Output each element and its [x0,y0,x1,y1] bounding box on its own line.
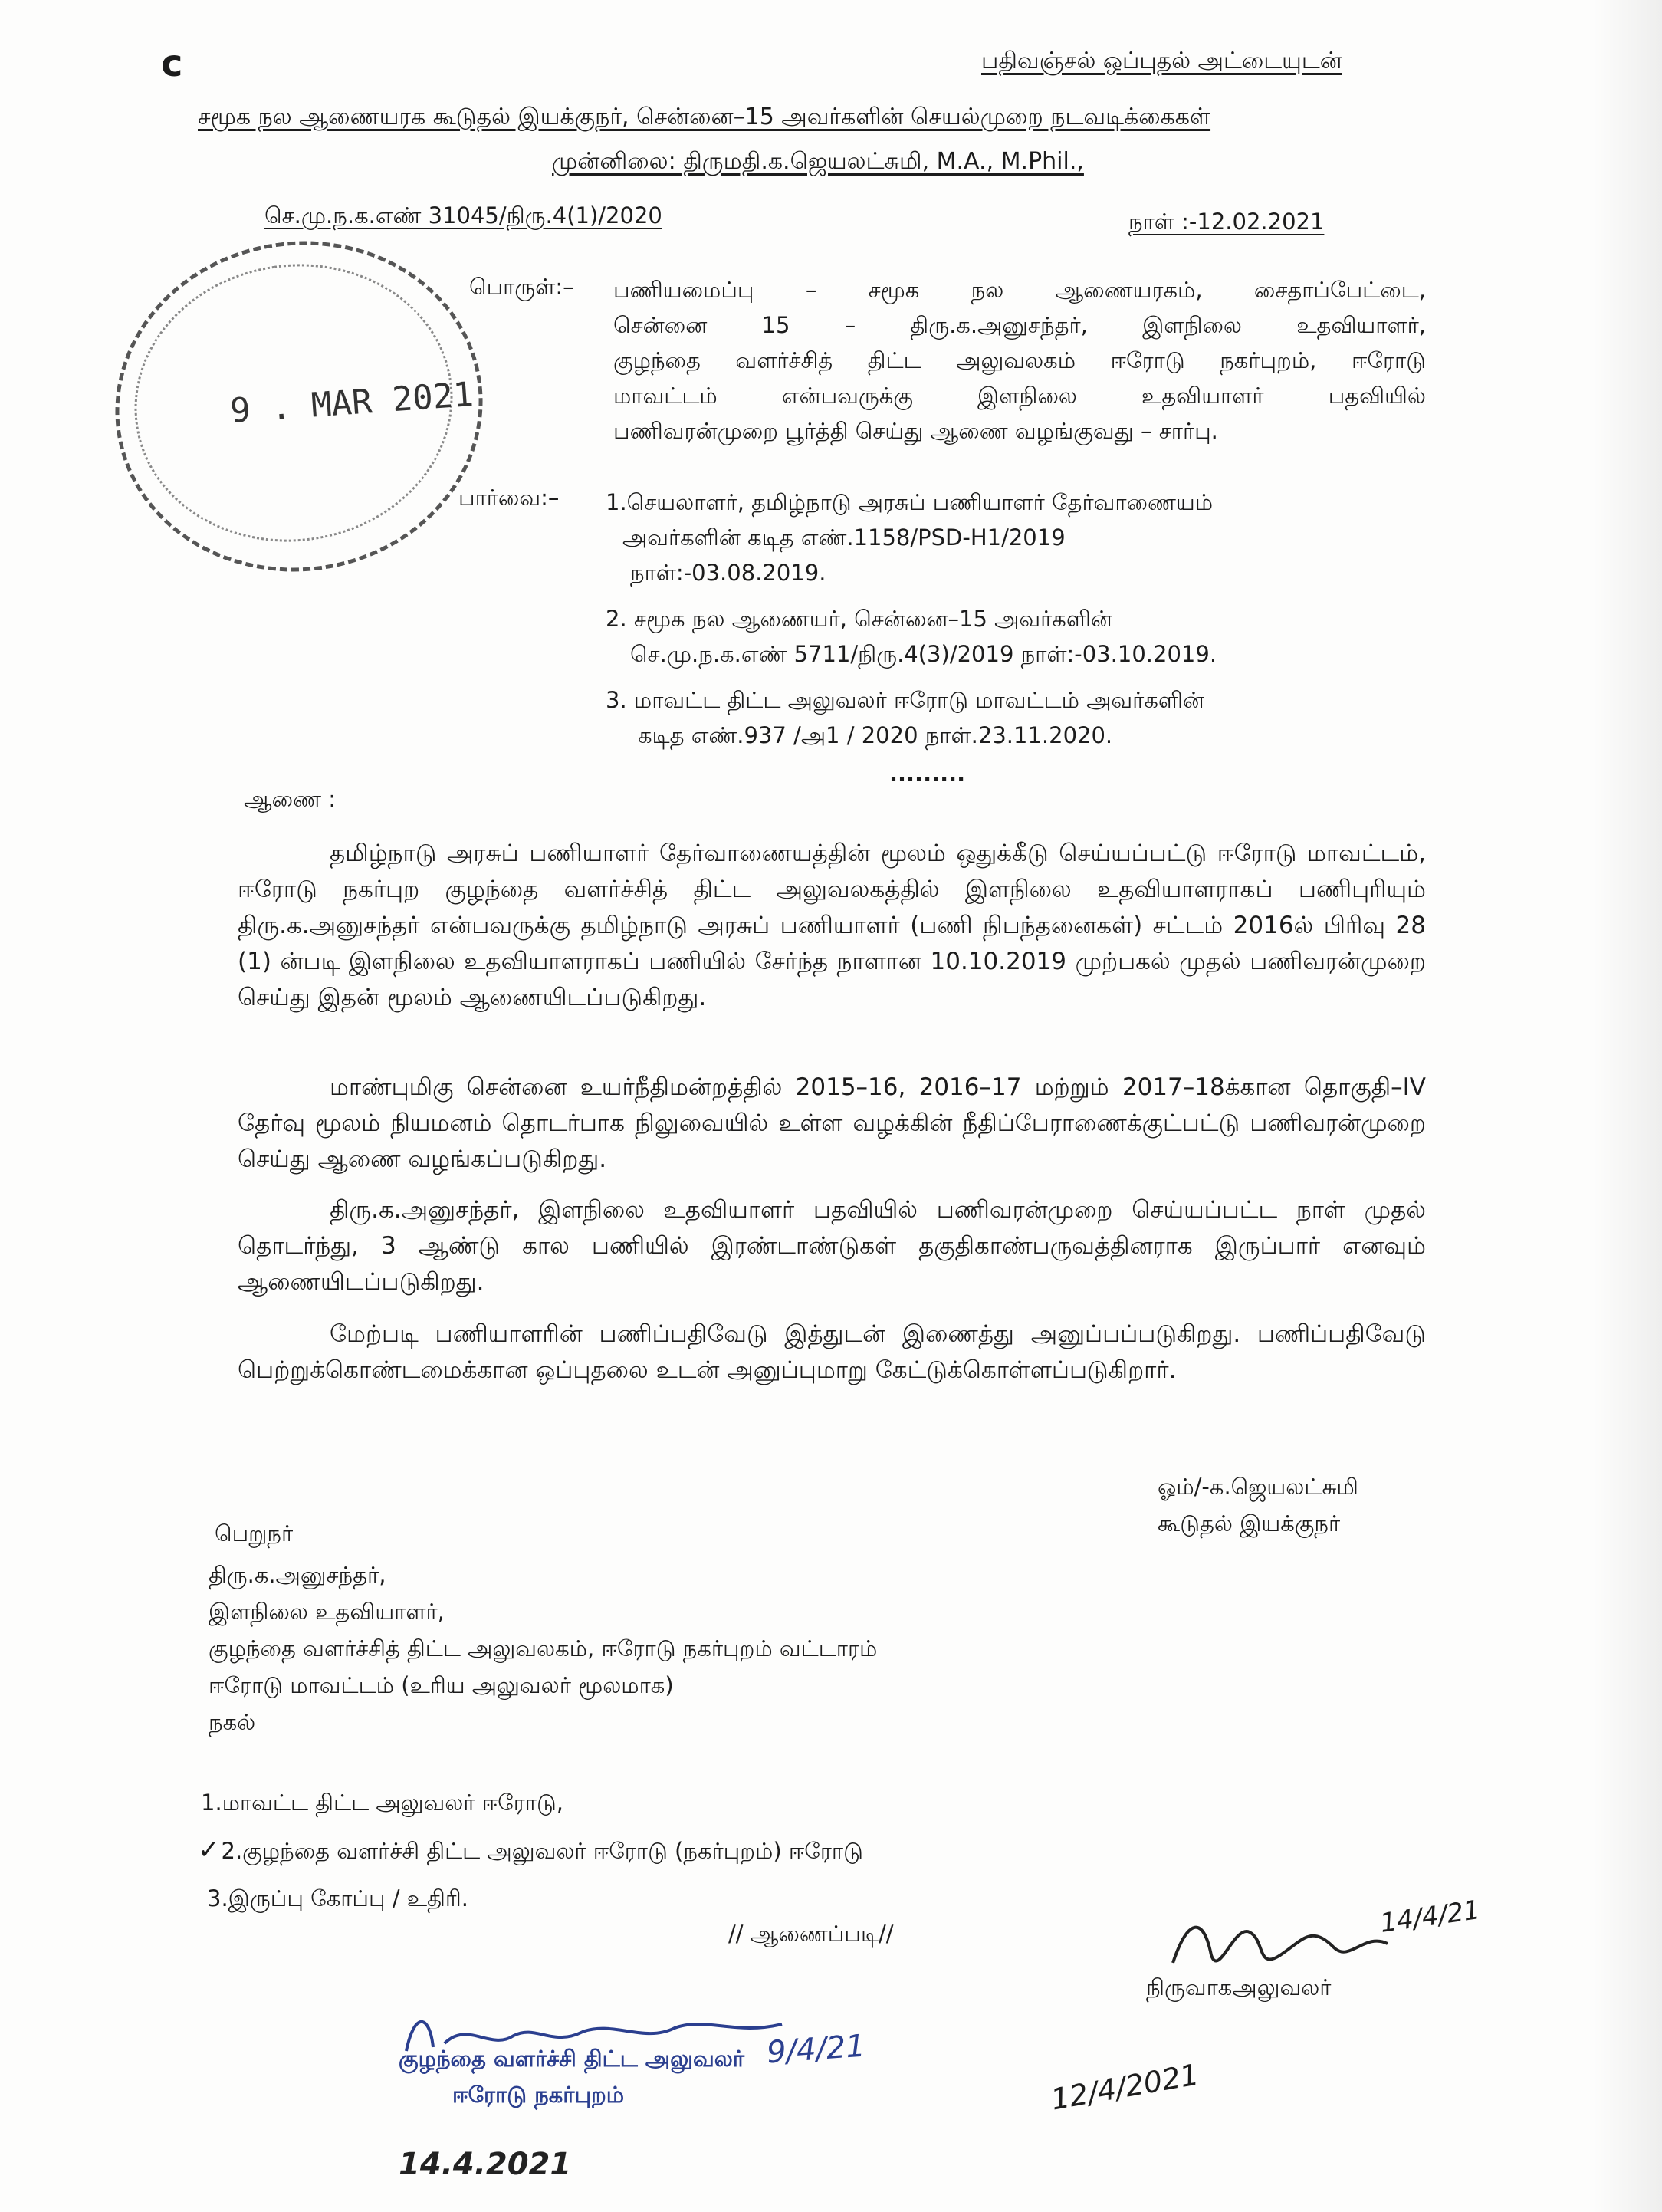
order-paragraph-4: மேற்படி பணியாளரின் பணிப்பதிவேடு இத்துடன் இணைத்து அனுப்பப்படுகிறது. பணிப்பதிவேடு பெற்றுக்கொண்டமைக்கான ஒப்புதலை உடன் அனுப்புமாறு கேட்டுக்கொள்ளப்படுகிறார். [238,1320,1426,1384]
reference-item-1-line-1: 1.செயலாளர், தமிழ்நாடு அரசுப் பணியாளர் தேர்வாணையம் [606,489,1214,515]
separator-dots: ......... [889,761,966,787]
subject-line: பணிவரன்முறை பூர்த்தி செய்து ஆணை வழங்குவது – சார்பு. [613,418,1218,444]
order-paragraph-3: திரு.க.அனுசந்தர், இளநிலை உதவியாளர் பதவியில் பணிவரன்முறை செய்யப்பட்ட நாள் முதல் தொடர்ந்து, 3 ஆண்டு கால பணியில் இரண்டாண்டுகள் தகுதிகாண்பருவத்தினராக இருப்பார் எனவும் ஆணையிடப்படுகிறது. [238,1196,1426,1296]
copy-label: நகல் [209,1709,256,1735]
reference-item-2-line-2: செ.மு.ந.க.எண் 5711/நிரு.4(3)/2019 நாள்:-03.10.2019. [630,641,1217,667]
subject-line: பணியமைப்பு – சமூக நல ஆணையரகம், சைதாப்பேட்டை, [613,277,1426,303]
document-title: சமூக நல ஆணையரக கூடுதல் இயக்குநர், சென்னை–15 அவர்களின் செயல்முறை நடவடிக்கைகள் [198,104,1211,130]
office-stamp-line-1: குழந்தை வளர்ச்சி திட்ட அலுவலர் [399,2046,745,2072]
administrative-officer: நிருவாகஅலுவலர் [1146,1974,1332,2000]
reference-item-1-line-2: அவர்களின் கடித எண்.1158/PSD-H1/2019 [622,524,1066,551]
subject-text [613,272,1426,449]
by-order-line: // ஆணைப்படி// [728,1921,894,1947]
copy-item: 1.மாவட்ட திட்ட அலுவலர் ஈரோடு, [201,1790,564,1816]
checkmark-icon: ✓ [198,1835,220,1865]
references-list [606,485,1217,753]
reference-number: செ.மு.ந.க.எண் 31045/நிரு.4(1)/2020 [264,202,662,228]
recipient-address [209,1556,877,1740]
subject-line: குழந்தை வளர்ச்சித் திட்ட அலுவலகம் ஈரோடு நகர்புறம், ஈரோடு [613,347,1426,373]
document-date: நாள் :-12.02.2021 [1128,209,1325,235]
signatory-name: ஓம்/-க.ஜெயலட்சுமி [1158,1474,1358,1500]
reference-item-2-line-1: 2. சமூக நல ஆணையர், சென்னை–15 அவர்களின் [606,606,1112,632]
presence-line: முன்னிலை: திருமதி.க.ஜெயலட்சுமி, M.A., M.Phil., [552,148,1084,175]
copy-list [198,1779,863,1922]
subject-label: பொருள்:– [469,274,574,300]
recipient-line: திரு.க.அனுசந்தர், [209,1562,386,1588]
officer-signature-date: 14/4/21 [1378,1895,1483,1939]
signatory-designation: கூடுதல் இயக்குநர் [1158,1510,1341,1537]
order-paragraph-2: மாண்புமிகு சென்னை உயர்நீதிமன்றத்தில் 2015–16, 2016–17 மற்றும் 2017–18க்கான தொகுதி–IV தேர்வு மூலம் நியமனம் தொடர்பாக நிலுவையில் உள்ள வழக்கின் நீதிப்பேராணைக்குட்பட்டு பணிவரன்முறை செய்து ஆணை வழங்கப்படுகிறது. [238,1073,1426,1173]
order-label: ஆணை : [244,786,337,812]
subject-line: மாவட்டம் என்பவருக்கு இளநிலை உதவியாளர் பதவியில் [613,383,1426,409]
recipient-line: ஈரோடு மாவட்டம் (உரிய அலுவலர் மூலமாக) [209,1672,674,1698]
recipient-label: பெறுநர் [215,1520,294,1546]
handwritten-date-bottom: 14.4.2021 [399,2147,572,2182]
handwritten-date-right: 12/4/2021 [1048,2057,1202,2117]
recipient-line: குழந்தை வளர்ச்சித் திட்ட அலுவலகம், ஈரோடு நகர்புறம் வட்டாரம் [209,1635,878,1661]
recipient-line: இளநிலை உதவியாளர், [209,1599,445,1625]
corner-mark: c [161,42,183,85]
received-stamp-date: 9 . MAR 2021 [228,374,475,432]
copy-item: 3.இருப்பு கோப்பு / உதிரி. [207,1885,468,1911]
reference-item-1-line-3: நாள்:-03.08.2019. [630,560,826,586]
page-edge-shadow [1593,0,1662,2212]
office-stamp-line-2: ஈரோடு நகர்புறம் [452,2082,625,2108]
reference-item-3-line-2: கடித எண்.937 /அ1 / 2020 நாள்.23.11.2020. [638,722,1113,748]
subject-line: சென்னை 15 – திரு.க.அனுசந்தர், இளநிலை உதவியாளர், [613,312,1426,338]
copy-item: ✓2.குழந்தை வளர்ச்சி திட்ட அலுவலர் ஈரோடு (நகர்புறம்) ஈரோடு [198,1835,863,1865]
order-paragraph-1: தமிழ்நாடு அரசுப் பணியாளர் தேர்வாணையத்தின் மூலம் ஒதுக்கீடு செய்யப்பட்டு ஈரோடு மாவட்டம், ஈரோடு நகர்புற குழந்தை வளர்ச்சித் திட்ட அலுவலகத்தில் இளநிலை உதவியாளராகப் பணிபுரியும் திரு.க.அனுசந்தர் என்பவருக்கு தமிழ்நாடு அரசுப் பணியாளர் (பணி நிபந்தனைகள்) சட்டம் 2016ல் பிரிவு 28 (1) ன்படி இளநிலை உதவியாளராகப் பணியில் சேர்ந்த நாளான 10.10.2019 முற்பகல் முதல் பணிவரன்முறை செய்து இதன் மூலம் ஆணையிடப்படுகிறது. [238,840,1426,1011]
registered-post-note: பதிவஞ்சல் ஒப்புதல் அட்டையுடன் [981,48,1342,74]
reference-item-3-line-1: 3. மாவட்ட திட்ட அலுவலர் ஈரோடு மாவட்டம் அவர்களின் [606,687,1205,713]
receiver-signature-date: 9/4/21 [765,2028,867,2071]
references-label: பார்வை:– [458,485,560,511]
